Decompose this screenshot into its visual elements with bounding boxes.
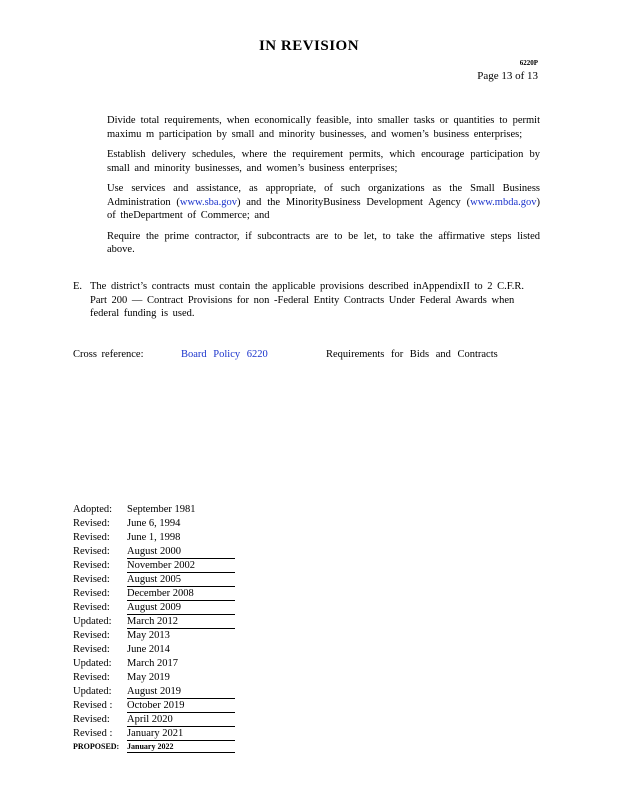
history-date: May 2013 xyxy=(127,630,170,641)
page-title: IN REVISION xyxy=(258,38,360,54)
bullet-text xyxy=(107,182,540,223)
history-label: Adopted: xyxy=(73,504,113,515)
bullet-text-part: ) and the MinorityBusiness Development Agency ( xyxy=(236,196,471,208)
history-row xyxy=(73,587,235,601)
mbda-link[interactable]: www.mbda.gov xyxy=(470,196,537,208)
history-date: August 2000 xyxy=(127,545,235,559)
history-label: Revised: xyxy=(73,518,110,529)
bullet-item xyxy=(90,114,540,141)
history-date: November 2002 xyxy=(127,559,235,573)
cross-reference-label: Cross reference: xyxy=(73,349,144,360)
history-label: Revised: xyxy=(73,714,110,725)
history-row xyxy=(73,727,235,741)
section-e-label: E. xyxy=(73,281,83,292)
bullet-item xyxy=(90,148,540,175)
history-date: June 1, 1998 xyxy=(127,532,181,543)
bullet-item xyxy=(90,182,540,223)
bullet-text-part: Use services and assistance, as appropriate, of such organizations as the Small Business Administration ( xyxy=(107,183,540,208)
bullet-text-part: ) of theDepartment of Commerce; and xyxy=(107,196,541,221)
history-row xyxy=(73,545,235,559)
bullet-glyph-icon xyxy=(90,230,107,257)
history-label: Revised : xyxy=(73,728,113,739)
bullet-list xyxy=(90,114,540,264)
history-row xyxy=(73,615,235,629)
history-label: PROPOSED: xyxy=(73,742,120,751)
history-row xyxy=(73,601,235,615)
history-date: January 2022 xyxy=(127,741,235,753)
bullet-text: Require the prime contractor, if subcontracts are to be let, to take the affirmative steps listed above. xyxy=(107,230,540,255)
bullet-text: Divide total requirements, when economically feasible, into smaller tasks or quantities to permit maximu m participation by small and minority businesses, and women’s business enterprises; xyxy=(107,115,540,140)
history-row xyxy=(73,517,235,531)
bullet-glyph-icon xyxy=(90,148,107,175)
board-policy-link[interactable]: Board Policy 6220 xyxy=(181,349,268,360)
history-label: Updated: xyxy=(73,616,112,627)
bullet-text: Establish delivery schedules, where the requirement permits, which encourage participation by small and minority businesses, and women’s business enterprises; xyxy=(107,149,540,174)
sba-link[interactable]: www.sba.gov xyxy=(179,196,237,208)
history-label: Revised: xyxy=(73,574,110,585)
history-row xyxy=(73,573,235,587)
history-row xyxy=(73,713,235,727)
history-row xyxy=(73,657,235,671)
history-label: Revised: xyxy=(73,532,110,543)
history-row xyxy=(73,531,235,545)
history-row xyxy=(73,503,235,517)
history-row xyxy=(73,559,235,573)
bullet-glyph-icon xyxy=(90,114,107,141)
history-row xyxy=(73,741,235,753)
cross-reference-title: Requirements for Bids and Contracts xyxy=(326,349,498,360)
history-date: August 2009 xyxy=(127,601,235,615)
history-date: August 2019 xyxy=(127,685,235,699)
history-label: Revised: xyxy=(73,644,110,655)
page-number: Page 13 of 13 xyxy=(477,70,538,82)
history-date: October 2019 xyxy=(127,699,235,713)
history-row xyxy=(73,699,235,713)
history-date: April 2020 xyxy=(127,713,235,727)
history-label: Updated: xyxy=(73,686,112,697)
history-date: June 2014 xyxy=(127,644,170,655)
history-label: Revised : xyxy=(73,700,113,711)
history-row xyxy=(73,643,235,657)
history-date: May 2019 xyxy=(127,672,170,683)
policy-code: 6220P xyxy=(519,59,538,67)
history-date: March 2017 xyxy=(127,658,179,669)
history-date: January 2021 xyxy=(127,727,235,741)
history-date: June 6, 1994 xyxy=(127,518,181,529)
history-date: September 1981 xyxy=(127,504,196,515)
history-label: Revised: xyxy=(73,672,110,683)
history-label: Revised: xyxy=(73,560,110,571)
history-date: August 2005 xyxy=(127,573,235,587)
section-e-text: The district’s contracts must contain the applicable provisions described inAppendixII to 2 C.F.R. Part 200 — Contract Provisions for non -Federal Entity Contracts Under Federal Awards when federal funding is used. xyxy=(90,281,525,319)
history-label: Revised: xyxy=(73,630,110,641)
history-date: December 2008 xyxy=(127,587,235,601)
bullet-glyph-icon xyxy=(90,182,107,223)
bullet-item xyxy=(90,230,540,257)
history-label: Updated: xyxy=(73,658,112,669)
history-row xyxy=(73,671,235,685)
history-row xyxy=(73,685,235,699)
history-label: Revised: xyxy=(73,602,110,613)
section-e xyxy=(73,280,539,321)
history-row xyxy=(73,629,235,643)
history-date: March 2012 xyxy=(127,615,235,629)
history-label: Revised: xyxy=(73,546,110,557)
history-label: Revised: xyxy=(73,588,110,599)
revision-history xyxy=(73,503,235,753)
